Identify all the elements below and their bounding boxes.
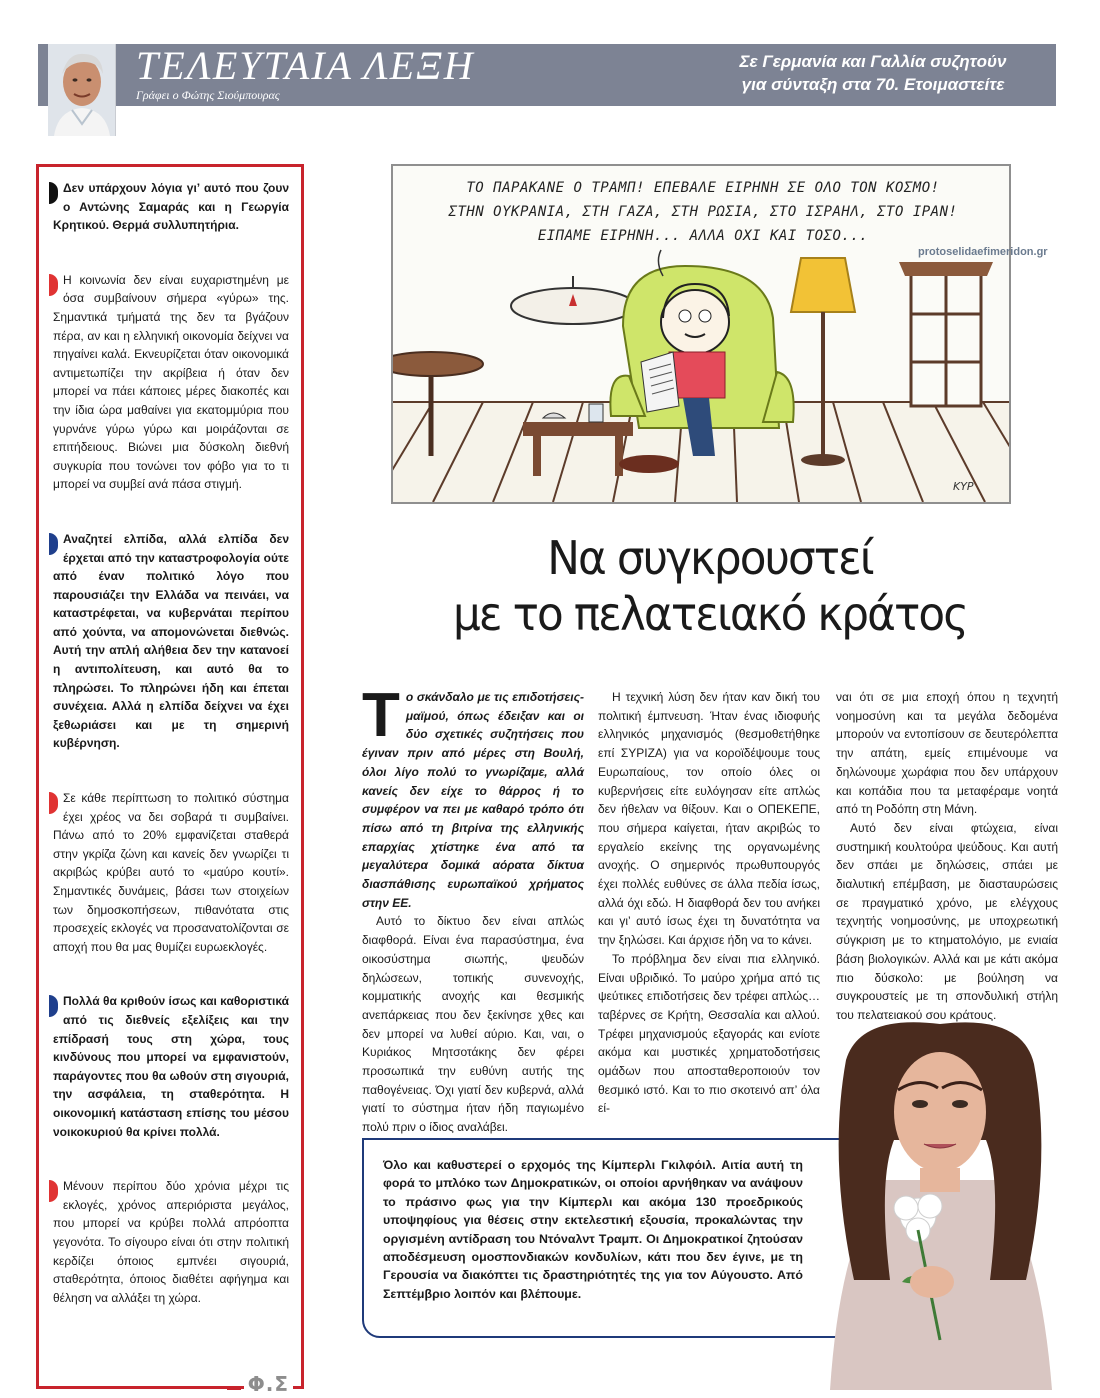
headline-line-1: Να συγκρουστεί: [547, 531, 873, 585]
sidebar-paragraph-text: Αναζητεί ελπίδα, αλλά ελπίδα δεν έρχεται από την καταστροφολογία ούτε από έναν πολιτικό λόγο που παρουσιάζει την Ελλάδα να πεινάει, να καταστρέφεται, να κυβερνάται περίπου από χούντα, να απομονώνεται διεθνώς. Αυτή την απλή αλήθεια δεν την κατανοεί η αντιπολίτευση, και αυτό θα το πληρώσει. Το πληρώνει ήδη και έπεται συνέχεια. Αλλά η ελπίδα δείχνει να έχει ξεθωριάσει και με τη σημερινή κυβέρνηση.: [53, 531, 289, 751]
bullet-dot: [49, 792, 58, 814]
drop-cap: Τ: [362, 681, 400, 750]
sidebar-paragraph-text: Δεν υπάρχουν λόγια γι’ αυτό που ζουν ο Αντώνης Σαμαράς και η Γεωργία Κρητικού. Θερμά συλλυπητήρια.: [53, 181, 289, 233]
sidebar-paragraph-text: Η κοινωνία δεν είναι ευχαριστημένη με όσα συμβαίνουν σήμερα «γύρω» της. Σημαντικά τμήματά της δεν τα βγάζουν πέρα, αν και η ελληνική οικονομία δείχνει να πηγαίνει καλά. Εκνευρίζεται όταν οικονομικά αντιμετωπίζει την ακρίβεια ή όταν δεν μπορεί να πάει κάποιες μέρες διακοπές και την ίδια ώρα μαθαίνει για εκατομμύρια που γυρνάνε γύρω γύρω και μοιράζονται σε επιτήδειους. Βιώνει μια δύσκολη διεθνή συγκυρία που τονώνει τον φόβο για το τι μπορεί να συμβεί ανά πάσα στιγμή.: [53, 272, 289, 492]
article-column-2: [598, 688, 820, 1118]
tagline-line-2: για σύνταξη στα 70. Ετοιμαστείτε: [741, 75, 1005, 94]
article-column-1: [362, 681, 584, 1137]
bullet-dot: [49, 533, 58, 555]
article-column-3: [836, 688, 1058, 1025]
article-lead-text: ο σκάνδαλο με τις επιδοτήσεις-μαϊμού, όπως έδειξαν και οι δύο σχετικές συζητήσεις που έγιναν πριν από μέρες στη Βουλή, όλοι λίγο πολύ το γνωρίζαμε, αλλά κανείς δεν είχε το θάρρος ή το συμφέρον να πει με καθαρό τρόπο ότι πίσω από τη βιτρίνα της ελληνικής επαρχίας χτίστηκε ένα από τα μεγαλύτερα δομικά αόρατα δίκτυα διασπάθισης ευρωπαϊκού χρήματος στην ΕΕ.: [362, 690, 584, 910]
article-paragraph: Αυτό το δίκτυο δεν είναι απλώς διαφθορά. Είναι ένα παρασύστημα, ένα οικοσύστημα σιωπής, ψευδών δηλώσεων, τοπικής συνενοχής, κομματικής ανοχής και θεσμικής ανεπάρκειας που δεν ξεκίνησε χθες και δεν μπορεί να λυθεί αύριο. Και, ναι, ο Κυριάκος Μητσοτάκης δεν φέρει προσωπικά την ευθύνη αυτής της παθογένειας. Όχι γιατί δεν κυβερνά, αλλά γιατί το σύστημα ήταν ήδη παγιωμένο πολύ πριν ο ίδιος αναλάβει.: [362, 914, 584, 1135]
article-paragraph: Αυτό δεν είναι φτώχεια, είναι συστημική κουλτούρα ψεύδους. Και αυτή δεν σπάει με δηλώσεις, σπάει με διαλυτική επέμβαση, με διασταυρώσεις σε πραγματικό χρόνο, με ελέγχους τεχνητής νοημοσύνης, με υποχρεωτική σύγκριση με το κτηματολόγιο, με ενιαία βάση βιολογικών. Αλλά και με κάτι ακόμα πιο δύσκολο: με βούληση να συγκρουστείς με τη σπονδυλική στήλη του πελατειακού σου κράτους.: [836, 820, 1058, 1022]
bullet-dot: [49, 182, 58, 204]
sidebar-paragraph: [53, 789, 289, 956]
news-brief-text: Όλο και καθυστερεί ο ερχομός της Κίμπερλι Γκιλφόιλ. Αιτία αυτή τη φορά το μπλόκο των Δημοκρατικών, οι οποίοι αρνήθηκαν να ανάψουν το πράσινο φως για την Κίμπερλι και ακόμα 130 προεδρικούς υποψηφίους για θέσεις στην εκτελεστική εξουσία, προκαλώντας την οργισμένη αντίδραση του Ντόναλντ Τραμπ. Οι Δημοκρατικοί ζητούσαν αποδέσμευση ομοσπονδιακών κονδυλίων, κάτι που δεν έγινε, με τη Γερουσία να διακόπτει τις δραστηριότητές της για τον Αύγουστο. Από Σεπτέμβριο λοιπόν και βλέπουμε.: [383, 1158, 803, 1301]
sidebar-paragraph: [53, 992, 289, 1141]
cartoon-caption-line-3: ΕΙΠΑΜΕ ΕΙΡΗΝΗ... ΑΛΛΑ ΟΧΙ ΚΑΙ ΤΟΣΟ...: [537, 228, 869, 244]
article-paragraph: Το πρόβλημα δεν είναι πια ελληνικό. Είναι υβριδικό. Το μαύρο χρήμα από τις ψεύτικες επιδοτήσεις δεν τρέφει απλώς… ταβέρνες σε Κρήτη, Θεσσαλία και αλλού. Τρέφει μηχανισμούς εξαγοράς και ενίοτε ακόμα και μυστικές χρηματοδοτήσεις ομάδων που αποσταθεροποιούν τον θεσμικό ιστό. Και το πιο σκοτεινό απ’ όλα εί-: [598, 951, 820, 1116]
column-header-band: [38, 44, 1056, 106]
column-title: ΤΕΛΕΥΤΑΙΑ ΛΕΞΗ: [136, 43, 475, 88]
sidebar-paragraph: [53, 1177, 289, 1307]
sidebar-paragraphs: [53, 179, 289, 1343]
site-watermark: protoselidaefimeridon.gr: [918, 246, 1048, 258]
article-headline: [397, 530, 1024, 642]
sidebar-paragraph: [53, 530, 289, 753]
sidebar-signature: [39, 1372, 301, 1398]
woman-with-rose-photo: [790, 1020, 1090, 1390]
sidebar-paragraph: [53, 179, 289, 235]
cartoon-caption-line-2: ΣΤΗΝ ΟΥΚΡΑΝΙΑ, ΣΤΗ ΓΑΖΑ, ΣΤΗ ΡΩΣΙΑ, ΣΤΟ ΙΣΡΑΗΛ, ΣΤΟ ΙΡΑΝ!: [448, 204, 958, 220]
column-byline: Γράφει ο Φώτης Σιούμπουρας: [136, 88, 280, 102]
article-paragraph: ναι ότι σε μια εποχή όπου η τεχνητή νοημοσύνη και τα μεγάλα δεδομένα μπορούν να εντοπίσουν σε δευτερόλεπτα την απάτη, εμείς επιμένουμε να δηλώνουμε χωράφια που δεν υπάρχουν και κοπάδια που τα μεταφέραμε νοητά από τη Ροδόπη στη Μάνη.: [836, 690, 1058, 817]
tagline-line-1: Σε Γερμανία και Γαλλία συζητούν: [739, 52, 1007, 71]
header-tagline: [708, 50, 1038, 96]
author-photo: [48, 44, 116, 136]
cartoonist-signature: ΚΥΡ: [953, 480, 974, 493]
bullet-dot: [49, 995, 58, 1017]
sidebar-paragraph: [53, 271, 289, 494]
headline-line-2: με το πελατειακό κράτος: [452, 587, 968, 641]
bullet-dot: [49, 1180, 58, 1202]
article-paragraph: Η τεχνική λύση δεν ήταν καν δική του πολιτική έμπνευση. Ήταν ένας ιδιοφυής ελληνικός μηχανισμός (θεσμοθετήθηκε επί ΣΥΡΙΖΑ) για να κοροϊδέψουμε τους Ευρωπαίους, τον οποίο όλες οι κυβερνήσεις είτε ευλόγησαν είτε απλώς δεν ήθελαν να θίξουν. Και ο ΟΠΕΚΕΠΕ, που σήμερα καίγεται, ήταν ακριβώς το εργαλείο εκείνης της οργανωμένης ανοχής. Ο σημερινός πρωθυπουργός έχει πολλές ευθύνες σε άλλα πεδία ίσως, αλλά όχι εδώ. Η διαφθορά δεν του ανήκει και γι’ αυτό ίσως έχει τη δυνατότητα να την ξηλώσει. Και άρχισε ήδη να το κάνει.: [598, 690, 820, 948]
bullet-dot: [49, 274, 58, 296]
sidebar-commentary-box: [36, 164, 304, 1396]
author-initials: Φ.Σ: [244, 1372, 293, 1396]
cartoon-caption-line-1: ΤΟ ΠΑΡΑΚΑΝΕ Ο ΤΡΑΜΠ! ΕΠΕΒΑΛΕ ΕΙΡΗΝΗ ΣΕ ΟΛΟ ΤΟΝ ΚΟΣΜΟ!: [466, 180, 940, 196]
sidebar-paragraph-text: Πολλά θα κριθούν ίσως και καθοριστικά από τις διεθνείς εξελίξεις και την επίδρασή τους στη χώρα, τους κινδύνους που μπορεί να εμφανιστούν, παράγοντες που θα ωθούν στη σιγουριά, την ασφάλεια, τη σταθερότητα. Η οικονομική κατάσταση επίσης του μέσου νοικοκυριού θα κρίνει πολλά.: [53, 994, 289, 1139]
sidebar-paragraph-text: Σε κάθε περίπτωση το πολιτικό σύστημα έχει χρέος να δει σοβαρά τι συμβαίνει. Πάνω από το 20% εμφανίζεται σταθερά στην γκρίζα ζώνη και κανείς δεν γνωρίζει τι ακριβώς κρύβει αυτό το «μαύρο κουτί». Σημαντικές δυνάμεις, βάσει των στοιχείων των δημοσκοπήσεων, πιθανότατα στις προσεχείς εκλογές να προσανατολίζονται σε αποχή που θα μας θυμίζει ευρωεκλογές.: [53, 791, 289, 954]
sidebar-paragraph-text: Μένουν περίπου δύο χρόνια μέχρι τις εκλογές, χρόνος απεριόριστα μεγάλος, που μπορεί να κρύβει πολλά απρόοπτα γεγονότα. Το σίγουρο είναι ότι στην πολιτική κερδίζει όποιος εμπνέει σιγουριά, σταθερότητα, όποιος διαθέτει αφήγημα και θέληση να αλλάξει τη χώρα.: [53, 1179, 289, 1305]
editorial-cartoon: [391, 164, 1011, 504]
article-lead: [362, 681, 584, 912]
